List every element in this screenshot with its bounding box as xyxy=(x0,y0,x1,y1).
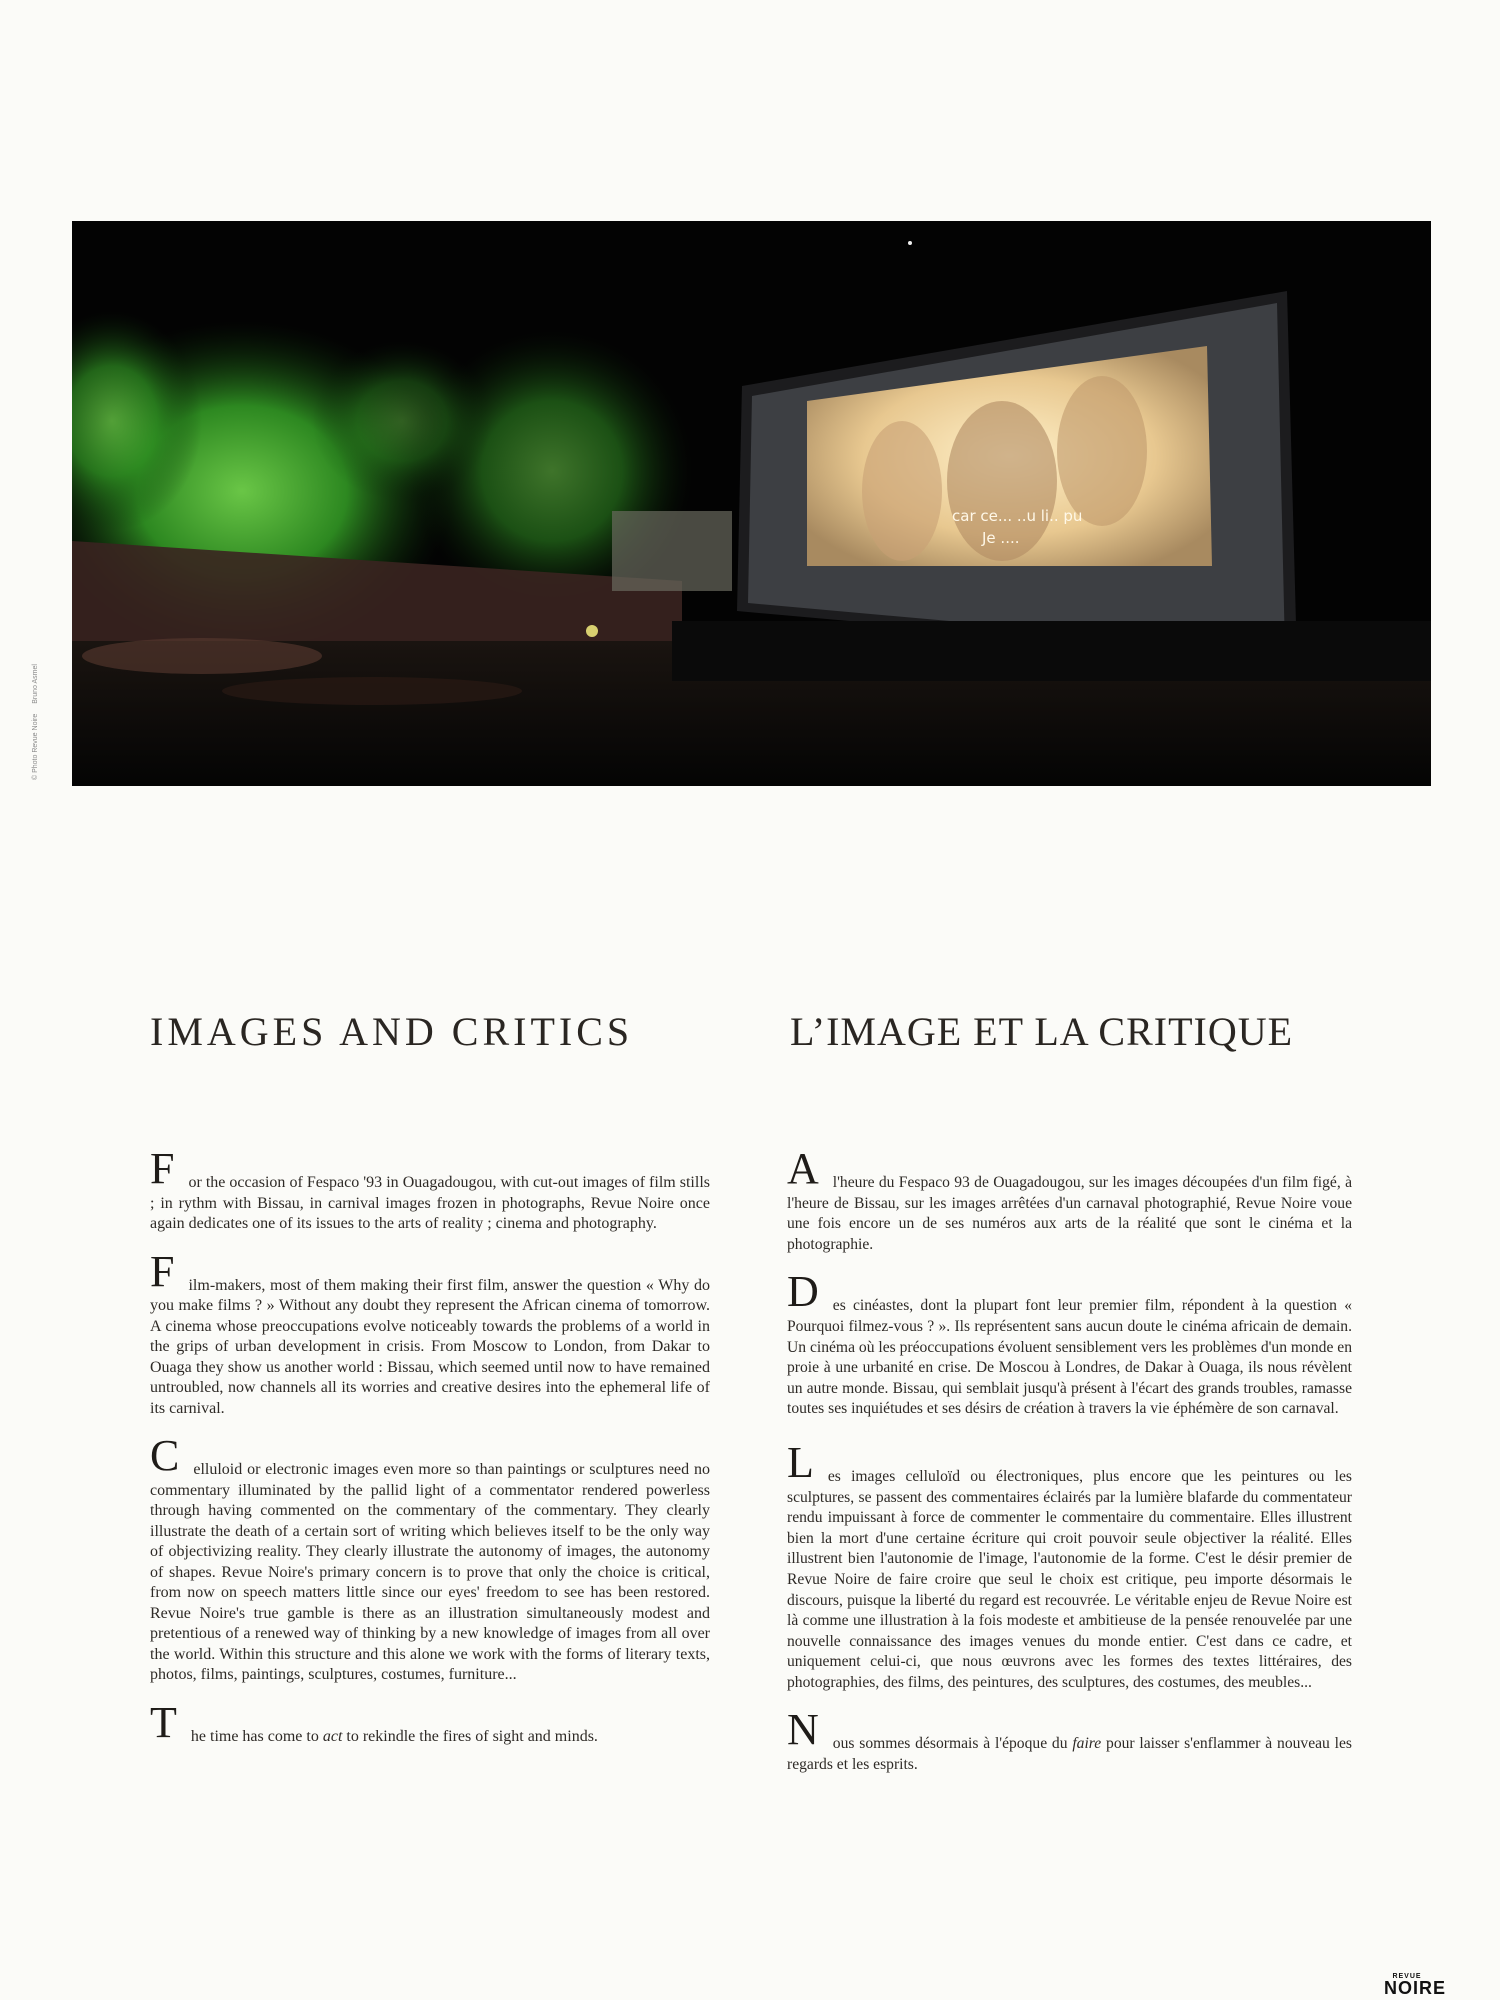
paragraph-text: he time has come to xyxy=(190,1727,323,1745)
emphasis-text: act xyxy=(322,1727,343,1745)
logo-bottom-text: NOIRE xyxy=(1384,1978,1447,1998)
drop-cap: C xyxy=(150,1431,180,1480)
english-paragraph-4 xyxy=(150,1697,710,1748)
paragraph-text: es cinéastes, dont la plupart font leur premier film, répondent à la question « Pourquoi filmez-vous ? ». Ils représentent sans aucun doute le cinéma africain de demain. Un cinéma où les préoccupations évoluent sensiblement vers les problèmes d'un monde en proie à une urbanité en crise. De Moscou à Londres, de Dakar à Ouaga, ils nous révèlent un autre monde. Bissau, qui semblait jusqu'à présent à l'écart des grands troubles, ramasse toutes ses inquiétudes et ses désirs de création à travers la vie éphémère de son carnaval. xyxy=(787,1297,1352,1418)
drop-cap: A xyxy=(787,1144,819,1193)
paragraph-text: l'heure du Fespaco 93 de Ouagadougou, sur les images découpées d'un film figé, à l'heure de Bissau, sur les images arrêtées d'un carnaval photographié, Revue Noire voue une fois encore un de ses numéros aux arts de la réalité que sont le cinéma et la photographie. xyxy=(787,1174,1352,1253)
photo-credit-text: © Photo Revue Noire xyxy=(32,713,39,780)
paragraph-text: or the occasion of Fespaco '93 in Ouagadougou, with cut-out images of film stills ; in rythm with Bissau, in carnival images frozen in photographs, Revue Noire once again dedicates one of its issues to the arts of reality ; cinema and photography. xyxy=(150,1174,710,1232)
drop-cap: L xyxy=(787,1437,814,1487)
french-paragraph-1 xyxy=(787,1144,1352,1255)
photographer-name: Bruno Asmel xyxy=(32,664,39,704)
heading-french: L’IMAGE ET LA CRITIQUE xyxy=(790,1009,1294,1054)
revue-noire-logo xyxy=(1384,1973,1447,1998)
drop-cap: N xyxy=(787,1705,819,1755)
screen-subtitle-2: Je .... xyxy=(982,529,1020,547)
logo-top-text: REVUE xyxy=(1392,1973,1422,1980)
english-column xyxy=(150,1144,710,1773)
english-paragraph-2 xyxy=(150,1246,710,1420)
screen-subtitle-1: car ce... ..u li.. pu xyxy=(952,507,1083,525)
english-paragraph-1 xyxy=(150,1144,710,1235)
photo-credit xyxy=(32,600,44,780)
paragraph-text: ous sommes désormais à l'époque du xyxy=(832,1735,1073,1753)
french-paragraph-3 xyxy=(787,1437,1352,1694)
french-column xyxy=(787,1144,1352,1802)
paragraph-text: elluloid or electronic images even more so than paintings or sculptures need no commentary illuminated by the pallid light of a commentator rendered powerless through having commented on the commentary of the commentary. They clearly illustrate the death of a certain sort of writing which believes itself to be the only way of objectivizing reality. They clearly illustrate the autonomy of images, the autonomy of shapes. Revue Noire's primary concern is to prove that only the choice is critical, from now on speech matters little since our eyes' freedom to see has been restored. Revue Noire's true gamble is there as an illustration simultaneously modest and pretentious of a renewed way of thinking by a new knowledge of images from all over the world. Within this structure and this alone we work with the forms of literary texts, photos, films, paintings, sculptures, costumes, furniture... xyxy=(150,1461,710,1683)
heading-english: IMAGES AND CRITICS xyxy=(150,1009,634,1054)
cinema-scene-image xyxy=(72,221,1431,786)
french-paragraph-4 xyxy=(787,1705,1352,1775)
french-paragraph-2 xyxy=(787,1267,1352,1420)
paragraph-text: ilm-makers, most of them making their first film, answer the question « Why do you make films ? » Without any doubt they represent the African cinema of tomorrow. A cinema whose preoccupations evolve noticeably towards the problems of a world in the grips of urban development in crisis. From Moscow to London, from Dakar to Ouaga they show us another world : Bissau, which seemed until now to have remained untroubled, now channels all its worries and creative desires into the ephemeral life of its carnival. xyxy=(150,1276,710,1417)
emphasis-text: faire xyxy=(1072,1735,1102,1753)
cinema-photograph xyxy=(72,221,1431,786)
drop-cap: T xyxy=(150,1697,177,1747)
english-paragraph-3 xyxy=(150,1431,710,1686)
drop-cap: F xyxy=(150,1144,175,1193)
drop-cap: D xyxy=(787,1267,819,1317)
paragraph-text: to rekindle the fires of sight and minds. xyxy=(342,1727,598,1745)
drop-cap: F xyxy=(150,1246,175,1296)
paragraph-text: pour laisser s'enflammer à nouveau les regards et les esprits. xyxy=(787,1735,1352,1774)
paragraph-text: es images celluloïd ou électroniques, plus encore que les peintures ou les sculptures, se passent des commentaires éclairés par la lumière blafarde du commentateur rendu impuissant à force de commenter le commentaire du commentaire. Elles illustrent bien la mort d'une certaine écriture qui croit pouvoir seule objectiver la réalité. Elles illustrent bien l'autonomie de l'image, l'autonomie de la forme. C'est le désir premier de Revue Noire de faire croire que seul le choix est critique, peu importe désormais le discours, puisque la liberté du regard est recouvrée. Le véritable enjeu de Revue Noire est là comme une illustration à la fois modeste et ambitieuse de la pensée renouvelée par une nouvelle connaissance des images venues du monde entier. C'est dans ce cadre, et uniquement celui-ci, que nous œuvrons avec les formes des textes littéraires, des photographies, des films, des peintures, des sculptures, des costumes, des meubles... xyxy=(787,1467,1352,1691)
